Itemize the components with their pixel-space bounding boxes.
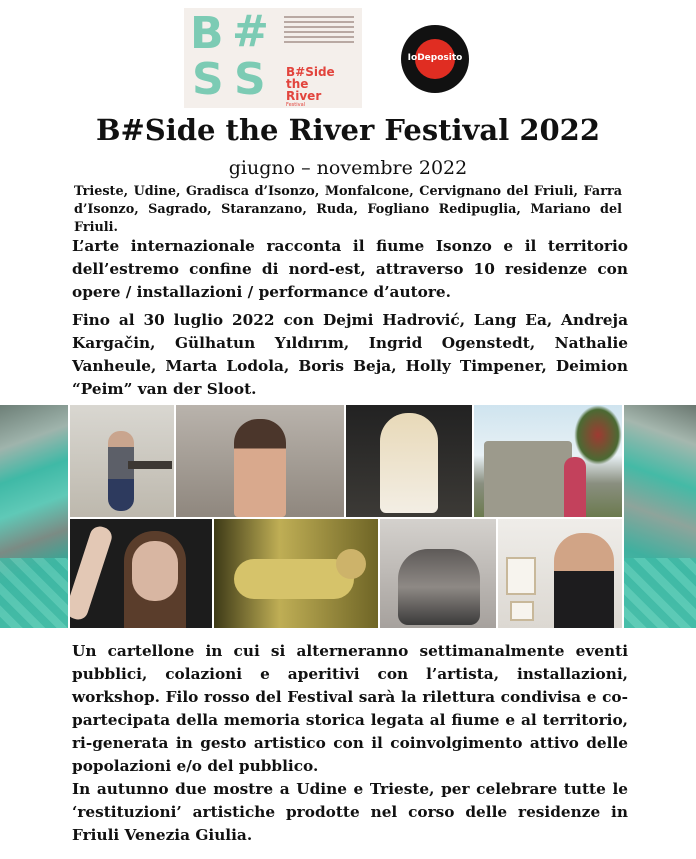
festival-dates: giugno – novembre 2022 xyxy=(228,157,468,179)
logo-text: IoDeposito xyxy=(407,53,463,63)
artist-photo xyxy=(498,519,622,628)
poster-mini-title: B#Side the River Festival xyxy=(286,65,335,108)
program-paragraph: Un cartellone in cui si alterneranno settimanalmente eventi pubblici, colazioni e aperitivi con l’artista, installazioni, workshop. Filo rosso del Festival sarà la rilettura condivisa e co-partecipata della memoria storica legata al fiume e al territorio, ri-generata in gesto artistico con il coinvolgimento attivo delle popolazioni e/o del pubblico. xyxy=(72,642,628,775)
river-photo-right xyxy=(624,405,696,628)
poster-letter: S xyxy=(192,54,224,105)
artist-photo xyxy=(474,405,622,517)
poster-letter: # xyxy=(232,8,269,57)
poster-text-lines xyxy=(284,16,354,46)
river-photo-left xyxy=(0,405,68,628)
festival-poster-thumbnail xyxy=(184,8,362,108)
artist-photo xyxy=(70,519,212,628)
artist-photo xyxy=(70,405,174,517)
artist-photo xyxy=(176,405,344,517)
intro-paragraph: L’arte internazionale racconta il fiume Isonzo e il territorio dell’estremo confine di nord-est, attraverso 10 residenze con opere / installazioni / performance d’autore. xyxy=(72,237,628,301)
festival-cities: Trieste, Udine, Gradisca d’Isonzo, Monfalcone, Cervignano del Friuli, Farra d’Isonzo, Sagrado, Staranzano, Ruda, Fogliano Redipuglia, Mariano del Friuli. xyxy=(74,184,622,235)
iodeposito-logo xyxy=(401,25,469,93)
photo-collage xyxy=(0,405,696,628)
artist-photo xyxy=(214,519,378,628)
page-title: B#Side the River Festival 2022 xyxy=(95,113,601,147)
poster-letter: S xyxy=(234,54,266,105)
artist-photo xyxy=(380,519,496,628)
poster-letter: B xyxy=(190,8,224,59)
autumn-paragraph: In autunno due mostre a Udine e Trieste, per celebrare tutte le ‘restituzioni’ artistiche prodotte nel corso delle residenze in Friuli Venezia Giulia. xyxy=(72,780,628,844)
artists-paragraph: Fino al 30 luglio 2022 con Dejmi Hadrović, Lang Ea, Andreja Kargačin, Gülhatun Yıldırım, Ingrid Ogenstedt, Nathalie Vanheule, Marta Lodola, Boris Beja, Holly Timpener, Deimion “Peim” van der Sloot. xyxy=(72,311,628,398)
artist-photo xyxy=(346,405,472,517)
